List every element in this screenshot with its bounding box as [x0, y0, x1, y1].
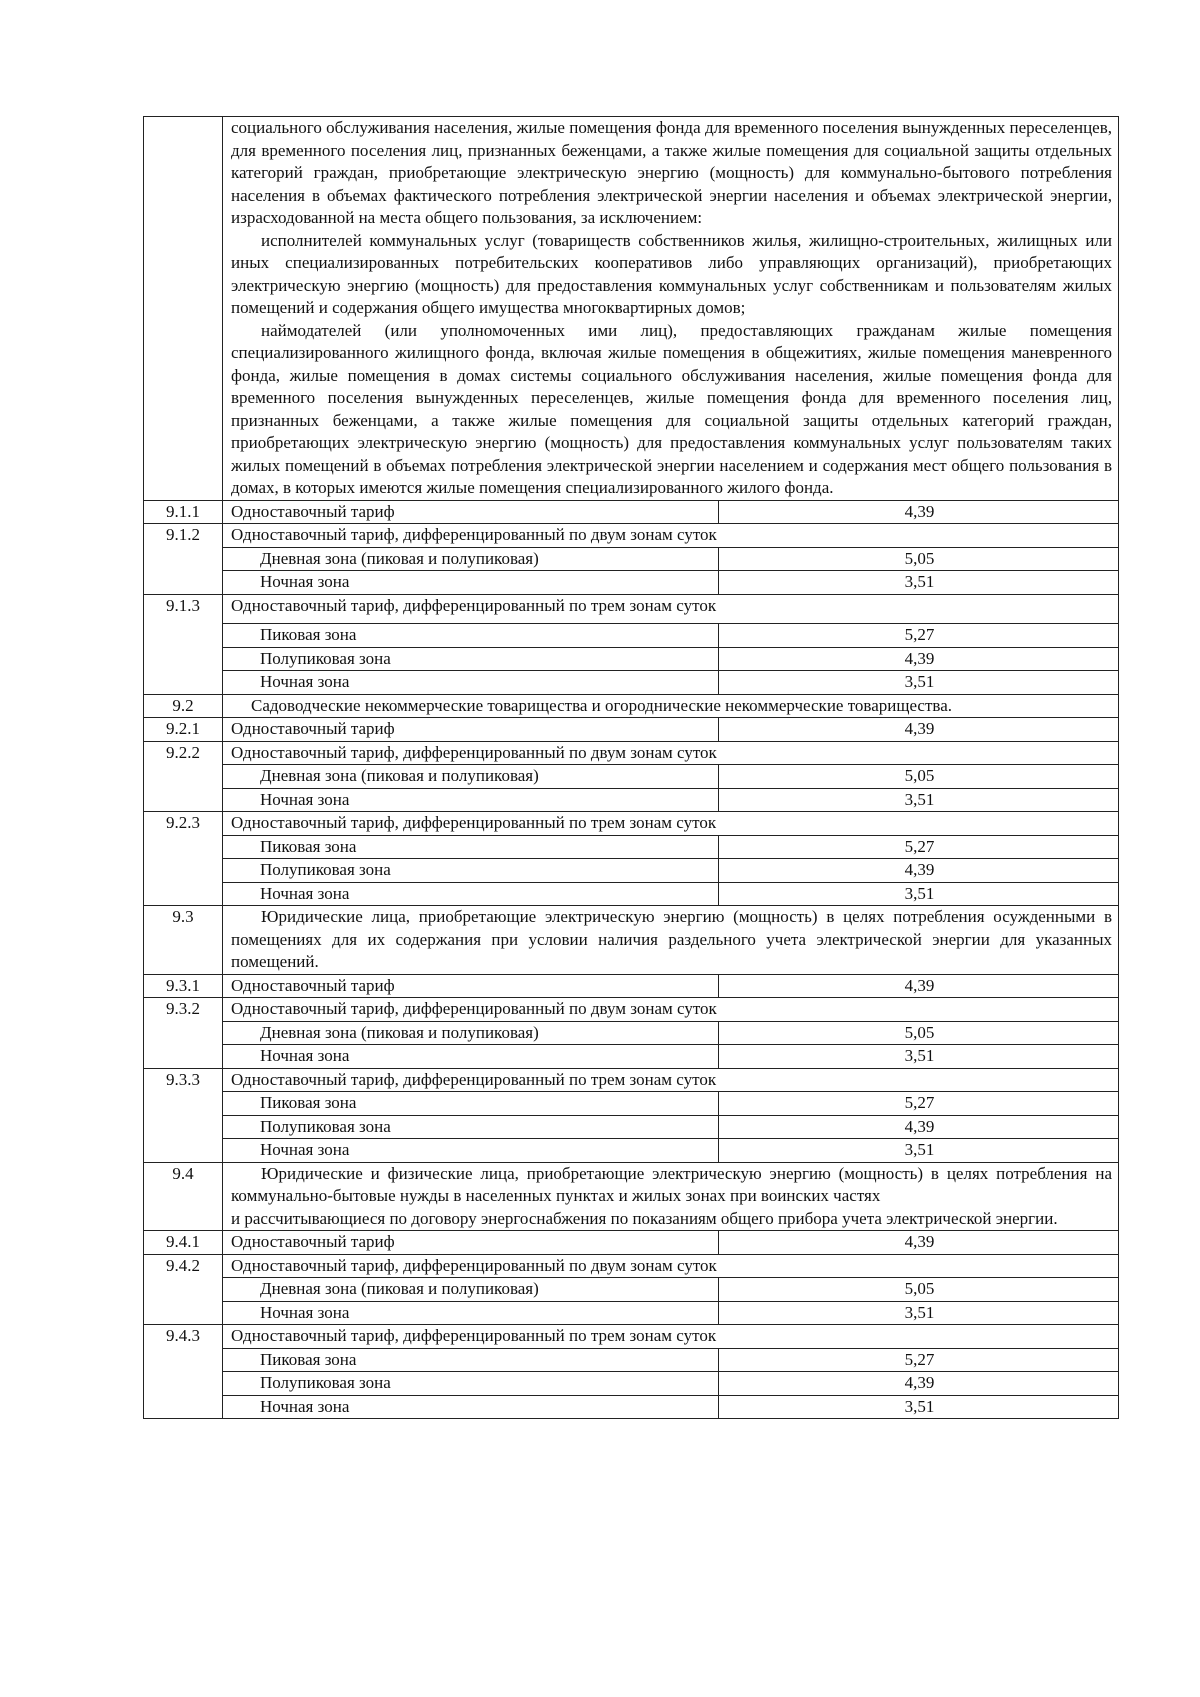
zone-label: Пиковая зона — [223, 1348, 719, 1372]
paragraph-exception-landlords: наймодателей (или уполномоченных ими лиц), предоставляющих гражданам жилые помещения специализированного жилищного фонда, включая жилые помещения в общежитиях, жилые помещения маневренного фонда, жилые помещения в домах системы социального обслуживания населения, жилые помещения фонда для временного поселения вынужденных переселенцев, жилые помещения фонда для временного поселения лиц, признанных беженцами, а также жилые помещения для социальной защиты отдельных категорий граждан, приобретающих электрическую энергию (мощность) для предоставления коммунальных услуг пользователям таких жилых помещений в объемах потребления электрической энергии населением и содержания мест общего пользования в домах, в которых имеются жилые помещения специализированного жилого фонда. — [231, 320, 1112, 497]
zone-value: 5,27 — [719, 1092, 1119, 1116]
row-label: Одноставочный тариф, дифференцированный по двум зонам суток — [223, 1254, 1119, 1278]
table-row — [144, 1372, 1119, 1396]
row-number: 9.1.1 — [144, 500, 223, 524]
table-row — [144, 906, 1119, 975]
row-number: 9.4.2 — [144, 1254, 223, 1325]
section-title-continued: и рассчитывающиеся по договору энергоснабжения по показаниям общего прибора учета электрической энергии. — [231, 1208, 1058, 1228]
table-row — [144, 1254, 1119, 1278]
zone-value: 3,51 — [719, 788, 1119, 812]
row-label: Одноставочный тариф, дифференцированный по двум зонам суток — [223, 524, 1119, 548]
table-row — [144, 1021, 1119, 1045]
section-number: 9.4 — [144, 1162, 223, 1231]
number-cell — [144, 117, 223, 501]
row-value: 4,39 — [719, 974, 1119, 998]
zone-label: Ночная зона — [223, 1139, 719, 1163]
zone-value: 5,27 — [719, 624, 1119, 648]
zone-label: Ночная зона — [223, 1395, 719, 1419]
section-title-cell — [223, 906, 1119, 975]
zone-value: 5,05 — [719, 765, 1119, 789]
table-row — [144, 500, 1119, 524]
zone-label: Полупиковая зона — [223, 859, 719, 883]
row-number: 9.3.2 — [144, 998, 223, 1069]
table-row — [144, 694, 1119, 718]
row-number: 9.3.1 — [144, 974, 223, 998]
zone-label: Ночная зона — [223, 788, 719, 812]
table-row — [144, 974, 1119, 998]
row-label: Одноставочный тариф — [223, 974, 719, 998]
table-row — [144, 741, 1119, 765]
zone-value: 4,39 — [719, 647, 1119, 671]
row-label: Одноставочный тариф, дифференцированный по трем зонам суток — [223, 1325, 1119, 1349]
table-row — [144, 524, 1119, 548]
row-label: Одноставочный тариф, дифференцированный по двум зонам суток — [223, 741, 1119, 765]
zone-value: 4,39 — [719, 859, 1119, 883]
zone-value: 3,51 — [719, 882, 1119, 906]
table-row — [144, 788, 1119, 812]
zone-value: 3,51 — [719, 1301, 1119, 1325]
zone-value: 5,05 — [719, 1278, 1119, 1302]
table-row — [144, 594, 1119, 624]
zone-label: Ночная зона — [223, 1301, 719, 1325]
zone-value: 5,05 — [719, 547, 1119, 571]
table-row — [144, 1348, 1119, 1372]
table-row — [144, 647, 1119, 671]
row-number: 9.4.3 — [144, 1325, 223, 1419]
table-row — [144, 1045, 1119, 1069]
zone-label: Ночная зона — [223, 671, 719, 695]
row-number: 9.3.3 — [144, 1068, 223, 1162]
table-row — [144, 1231, 1119, 1255]
zone-value: 4,39 — [719, 1372, 1119, 1396]
row-number: 9.1.2 — [144, 524, 223, 595]
section-title-cell — [223, 1162, 1119, 1231]
table-row — [144, 718, 1119, 742]
zone-label: Дневная зона (пиковая и полупиковая) — [223, 1021, 719, 1045]
section-title: Юридические и физические лица, приобретающие электрическую энергию (мощность) в целях потребления на коммунально-бытовые нужды в населенных пунктах и жилых зонах при воинских частях — [231, 1163, 1112, 1205]
zone-value: 3,51 — [719, 1395, 1119, 1419]
table-row — [144, 1092, 1119, 1116]
row-value: 4,39 — [719, 718, 1119, 742]
table-row — [144, 882, 1119, 906]
row-value: 4,39 — [719, 1231, 1119, 1255]
paragraph-intro: социального обслуживания населения, жилые помещения фонда для временного поселения вынужденных переселенцев, для временного поселения лиц, признанных беженцами, а также жилые помещения для социальной защиты отдельных категорий граждан, приобретающие электрическую энергию (мощность) для коммунально-бытового потребления населения в объемах фактического потребления электрической энергии населения и объемах электрической энергии, израсходованной на места общего пользования, за исключением: — [231, 118, 1112, 227]
row-number: 9.2.2 — [144, 741, 223, 812]
row-number: 9.2.3 — [144, 812, 223, 906]
zone-label: Пиковая зона — [223, 835, 719, 859]
table-row — [144, 624, 1119, 648]
zone-value: 5,27 — [719, 835, 1119, 859]
row-label: Одноставочный тариф — [223, 718, 719, 742]
row-number: 9.4.1 — [144, 1231, 223, 1255]
zone-value: 3,51 — [719, 671, 1119, 695]
section-number: 9.3 — [144, 906, 223, 975]
zone-label: Ночная зона — [223, 571, 719, 595]
description-cell — [223, 117, 1119, 501]
zone-label: Дневная зона (пиковая и полупиковая) — [223, 1278, 719, 1302]
row-label: Одноставочный тариф, дифференцированный по трем зонам суток — [223, 594, 1119, 624]
zone-label: Полупиковая зона — [223, 647, 719, 671]
table-row — [144, 812, 1119, 836]
zone-label: Пиковая зона — [223, 1092, 719, 1116]
table-row — [144, 835, 1119, 859]
table-row — [144, 571, 1119, 595]
table-row — [144, 1325, 1119, 1349]
zone-label: Полупиковая зона — [223, 1115, 719, 1139]
zone-value: 3,51 — [719, 571, 1119, 595]
table-row — [144, 1139, 1119, 1163]
zone-label: Ночная зона — [223, 882, 719, 906]
row-label: Одноставочный тариф, дифференцированный по трем зонам суток — [223, 1068, 1119, 1092]
zone-value: 3,51 — [719, 1045, 1119, 1069]
section-title: Садоводческие некоммерческие товарищества и огороднические некоммерческие товарищества. — [223, 694, 1119, 718]
table-row — [144, 1115, 1119, 1139]
table-row — [144, 1301, 1119, 1325]
paragraph-exception-utilities: исполнителей коммунальных услуг (товариществ собственников жилья, жилищно-строительных, жилищных или иных специализированных потребительских кооперативов либо управляющих организаций), приобретающих электрическую энергию (мощность) для предоставления коммунальных услуг собственникам и пользователям жилых помещений и содержания общего имущества многоквартирных домов; — [231, 230, 1112, 317]
table-row — [144, 998, 1119, 1022]
table-row — [144, 1162, 1119, 1231]
zone-label: Пиковая зона — [223, 624, 719, 648]
tariff-table — [143, 116, 1119, 1419]
row-label: Одноставочный тариф, дифференцированный по двум зонам суток — [223, 998, 1119, 1022]
row-value: 4,39 — [719, 500, 1119, 524]
table-row — [144, 765, 1119, 789]
zone-value: 4,39 — [719, 1115, 1119, 1139]
table-row — [144, 671, 1119, 695]
table-row — [144, 1395, 1119, 1419]
table-row — [144, 1278, 1119, 1302]
row-label: Одноставочный тариф — [223, 1231, 719, 1255]
row-label: Одноставочный тариф — [223, 500, 719, 524]
table-row — [144, 859, 1119, 883]
row-number: 9.1.3 — [144, 594, 223, 694]
zone-label: Полупиковая зона — [223, 1372, 719, 1396]
section-number: 9.2 — [144, 694, 223, 718]
table-row — [144, 117, 1119, 501]
row-label: Одноставочный тариф, дифференцированный по трем зонам суток — [223, 812, 1119, 836]
section-title: Юридические лица, приобретающие электрическую энергию (мощность) в целях потребления осужденными в помещениях для их содержания при условии наличия раздельного учета электрической энергии для указанных помещений. — [231, 907, 1112, 971]
row-number: 9.2.1 — [144, 718, 223, 742]
zone-value: 3,51 — [719, 1139, 1119, 1163]
table-row — [144, 547, 1119, 571]
zone-value: 5,27 — [719, 1348, 1119, 1372]
zone-label: Дневная зона (пиковая и полупиковая) — [223, 547, 719, 571]
table-row — [144, 1068, 1119, 1092]
zone-value: 5,05 — [719, 1021, 1119, 1045]
zone-label: Ночная зона — [223, 1045, 719, 1069]
zone-label: Дневная зона (пиковая и полупиковая) — [223, 765, 719, 789]
